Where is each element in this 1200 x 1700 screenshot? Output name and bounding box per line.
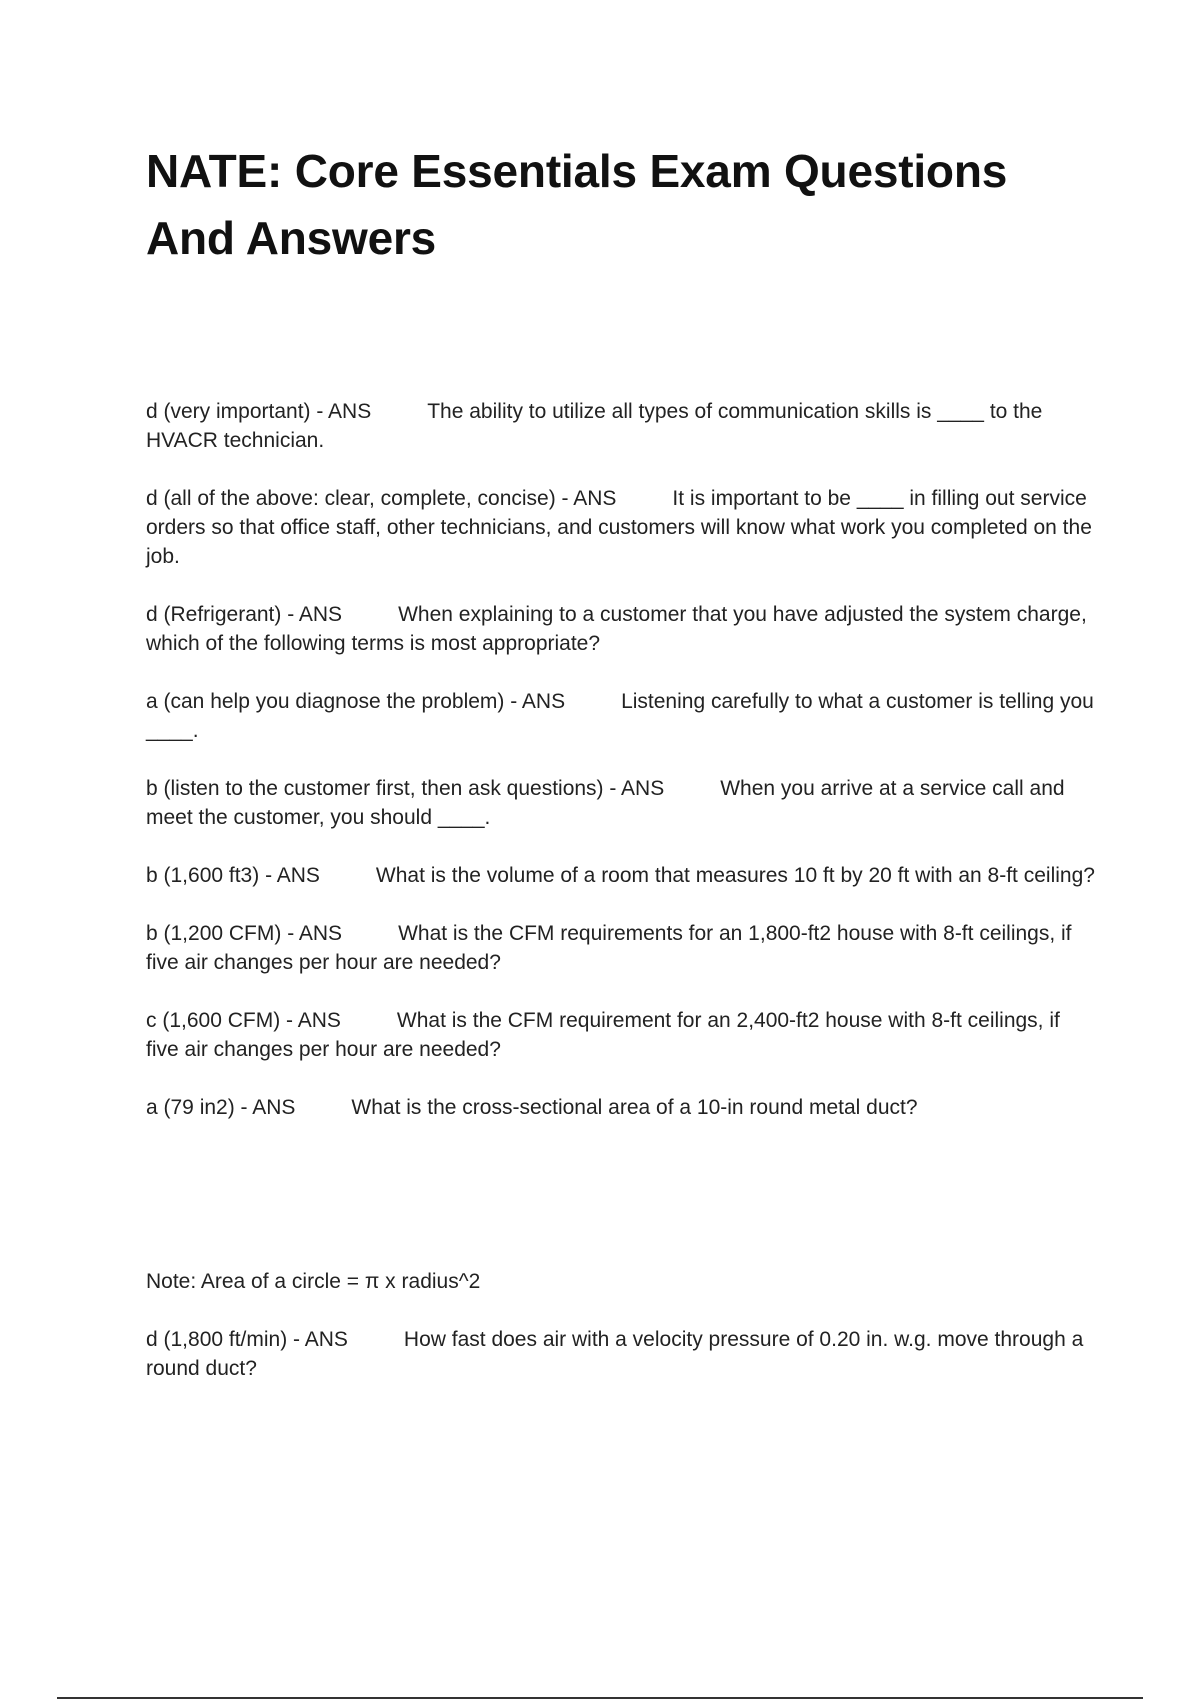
footer-divider <box>57 1697 1143 1699</box>
question-text: What is the volume of a room that measures 10 ft by 20 ft with an 8-ft ceiling? <box>375 864 1095 887</box>
page-title: NATE: Core Essentials Exam Questions And Answers <box>146 145 1008 264</box>
question-text: The ability to utilize all types of communication skills is ____ to the HVACR technician. <box>146 400 1043 452</box>
qa-entry <box>146 397 1096 455</box>
question-text: How fast does air with a velocity pressure of 0.20 in. w.g. move through a round duct? <box>146 1328 1084 1380</box>
qa-entry <box>146 600 1096 658</box>
answer-text: b (1,200 CFM) - ANS <box>146 922 343 945</box>
qa-entry <box>146 1006 1096 1064</box>
question-text: When explaining to a customer that you have adjusted the system charge, which of the following terms is most appropriate? <box>146 603 1087 655</box>
qa-entry <box>146 861 1096 890</box>
formula-note: Note: Area of a circle = π x radius^2 <box>146 1270 481 1293</box>
answer-text: c (1,600 CFM) - ANS <box>146 1009 341 1032</box>
question-text: Listening carefully to what a customer is telling you ____. <box>146 690 1094 742</box>
qa-entry <box>146 484 1096 571</box>
question-text: It is important to be ____ in filling out service orders so that office staff, other technicians, and customers will know what work you completed on the job. <box>146 487 1092 568</box>
answer-text: a (79 in2) - ANS <box>146 1096 296 1119</box>
answer-text: d (very important) - ANS <box>146 400 372 423</box>
qa-entry <box>146 919 1096 977</box>
qa-list <box>146 397 1096 1412</box>
qa-entry <box>146 687 1096 745</box>
answer-text: b (listen to the customer first, then ask questions) - ANS <box>146 777 665 800</box>
answer-text: b (1,600 ft3) - ANS <box>146 864 320 887</box>
blank-space <box>146 1151 1096 1267</box>
qa-entry <box>146 774 1096 832</box>
answer-text: a (can help you diagnose the problem) - ANS <box>146 690 566 713</box>
answer-text: d (all of the above: clear, complete, concise) - ANS <box>146 487 617 510</box>
qa-entry <box>146 1093 1096 1122</box>
question-text: What is the CFM requirement for an 2,400-ft2 house with 8-ft ceilings, if five air changes per hour are needed? <box>146 1009 1060 1061</box>
qa-entry <box>146 1325 1096 1383</box>
answer-text: d (Refrigerant) - ANS <box>146 603 343 626</box>
question-text: What is the CFM requirements for an 1,800-ft2 house with 8-ft ceilings, if five air changes per hour are needed? <box>146 922 1072 974</box>
answer-text: d (1,800 ft/min) - ANS <box>146 1328 348 1351</box>
question-text: When you arrive at a service call and meet the customer, you should ____. <box>146 777 1065 829</box>
question-text: What is the cross-sectional area of a 10-in round metal duct? <box>351 1096 918 1119</box>
